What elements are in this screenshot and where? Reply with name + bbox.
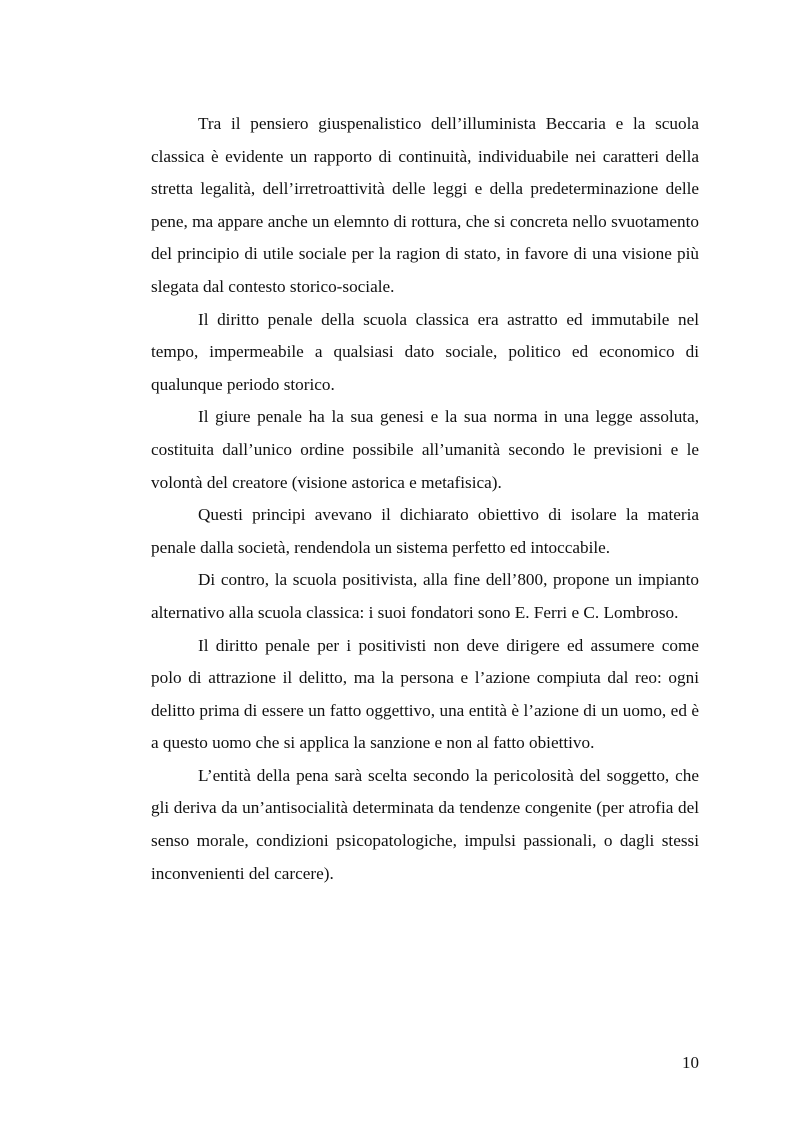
paragraph: Il giure penale ha la sua genesi e la sua norma in una legge assoluta, costituita dall’unico ordine possibile all’umanità secondo le previsioni e le volontà del creatore (visione astorica e metafisica). — [151, 407, 699, 492]
paragraph: Di contro, la scuola positivista, alla fine dell’800, propone un impianto alternativo alla scuola classica: i suoi fondatori sono E. Ferri e C. Lombroso. — [151, 570, 699, 622]
paragraph: L’entità della pena sarà scelta secondo la pericolosità del soggetto, che gli deriva da un’antisocialità determinata da tendenze congenite (per atrofia del senso morale, condizioni psicopatologiche, impulsi passionali, o dagli stessi inconvenienti del carcere). — [151, 765, 699, 883]
paragraph: Il diritto penale per i positivisti non deve dirigere ed assumere come polo di attrazione il delitto, ma la persona e l’azione compiuta dal reo: ogni delitto prima di essere un fatto oggettivo, una entità è l’azione di un uomo, ed è a questo uomo che si applica la sanzione e non al fatto obiettivo. — [151, 635, 699, 753]
document-body — [151, 108, 699, 890]
paragraph: Il diritto penale della scuola classica era astratto ed immutabile nel tempo, impermeabile a qualsiasi dato sociale, politico ed economico di qualunque periodo storico. — [151, 309, 699, 394]
paragraph: Tra il pensiero giuspenalistico dell’illuminista Beccaria e la scuola classica è evidente un rapporto di continuità, individuabile nei caratteri della stretta legalità, dell’irretroattività delle leggi e della predeterminazione delle pene, ma appare anche un elemnto di rottura, che si concreta nello svuotamento del principio di utile sociale per la ragion di stato, in favore di una visione più slegata dal contesto storico-sociale. — [151, 114, 699, 296]
paragraph: Questi principi avevano il dichiarato obiettivo di isolare la materia penale dalla società, rendendola un sistema perfetto ed intoccabile. — [151, 505, 699, 557]
page-number: 10 — [682, 1053, 699, 1072]
